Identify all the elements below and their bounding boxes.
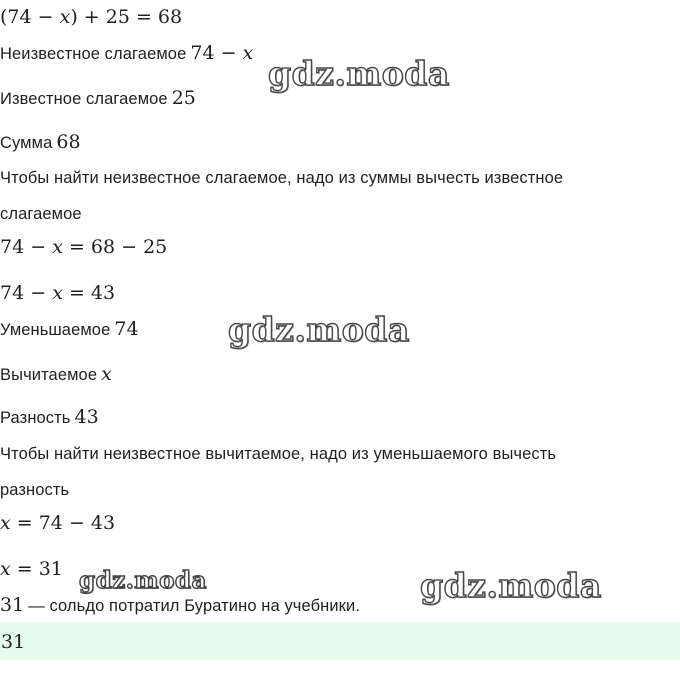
label-subtrahend: Вычитаемое	[0, 366, 98, 384]
label-known-addend: Известное слагаемое	[0, 90, 168, 108]
conclusion-value: 31	[0, 594, 25, 616]
value-difference: 43	[74, 406, 99, 428]
rule-addend-line1: Чтобы найти неизвестное слагаемое, надо из суммы вычесть известное	[0, 169, 564, 187]
equation-step2: 74 − x = 43	[0, 282, 116, 304]
value-sum: 68	[56, 131, 81, 153]
line-subtrahend	[0, 365, 112, 384]
equation-result: x = 31	[0, 558, 63, 580]
rule-subtrahend-line1: Чтобы найти неизвестное вычитаемое, надо из уменьшаемого вычесть	[0, 445, 557, 463]
equation-step3: x = 74 − 43	[0, 512, 116, 534]
label-minuend: Уменьшаемое	[0, 321, 111, 339]
watermark-logo: gdz.moda	[228, 310, 410, 349]
line-unknown-addend	[0, 44, 253, 63]
watermark-logo: gdz.moda	[420, 566, 602, 605]
line-difference	[0, 408, 99, 427]
value-subtrahend: x	[101, 363, 112, 385]
conclusion-text: — сольдо потратил Буратино на учебники.	[28, 597, 360, 615]
label-unknown-addend: Неизвестное слагаемое	[0, 45, 187, 63]
equation-step1: 74 − x = 68 − 25	[0, 236, 168, 258]
label-sum: Сумма	[0, 134, 53, 152]
value-known-addend: 25	[171, 87, 196, 109]
watermark-logo: gdz.moda	[268, 54, 450, 93]
answer-box	[0, 622, 680, 660]
rule-addend-line2: слагаемое	[0, 205, 82, 223]
value-minuend: 74	[114, 318, 139, 340]
line-minuend	[0, 320, 139, 339]
line-sum	[0, 133, 81, 152]
value-unknown-addend: 74 − x	[190, 42, 254, 64]
equation-original: (74 − x) + 25 = 68	[0, 6, 183, 28]
rule-subtrahend-line2: разность	[0, 481, 70, 499]
line-conclusion	[0, 596, 360, 615]
watermark-logo: gdz.moda	[79, 567, 207, 594]
line-known-addend	[0, 89, 196, 108]
answer-value: 31	[1, 631, 26, 653]
label-difference: Разность	[0, 409, 71, 427]
